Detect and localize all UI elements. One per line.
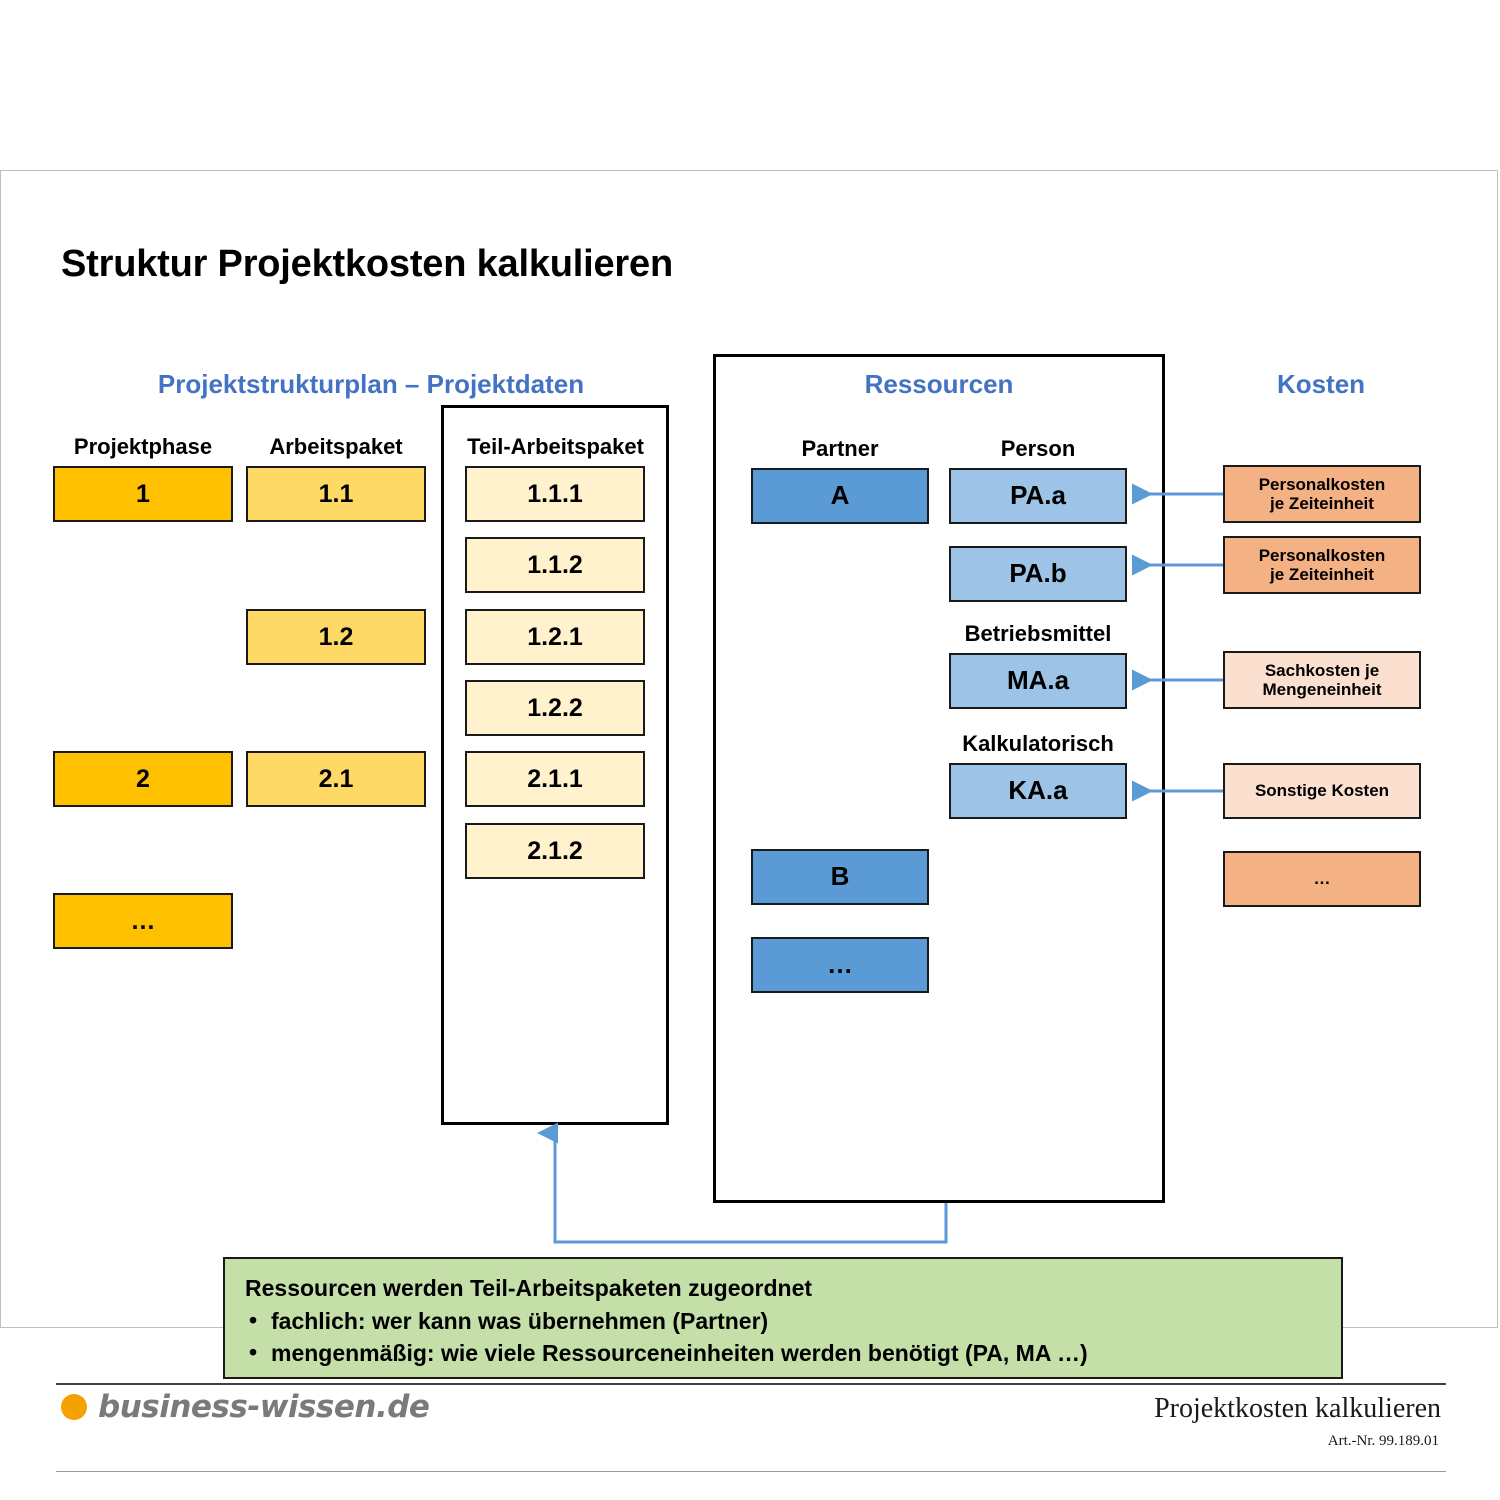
column-header-partner: Partner [801, 436, 879, 461]
kosten-line-1: Sachkosten je [1264, 660, 1380, 680]
note-box [223, 1257, 1343, 1379]
person-box[interactable]: PA.b [949, 546, 1127, 602]
column-header-betriebsmittel: Betriebsmittel [964, 621, 1112, 646]
kosten-line-2: Mengeneinheit [1262, 680, 1382, 699]
arbeitspaket-box[interactable]: 1.1 [246, 466, 426, 522]
section-heading-ressourcen: Ressourcen [864, 369, 1014, 399]
arbeitspaket-box[interactable]: 2.1 [246, 751, 426, 807]
note-bullet: • fachlich: wer kann was übernehmen (Partner) [271, 1308, 1323, 1335]
note-bullet: • mengenmäßig: wie viele Ressourceneinheiten werden benötigt (PA, MA …) [271, 1340, 1323, 1367]
projektphase-box[interactable]: … [53, 893, 233, 949]
partner-box[interactable]: B [751, 849, 929, 905]
kosten-line-2: je Zeiteinheit [1270, 565, 1374, 584]
kosten-box[interactable] [1223, 536, 1421, 594]
footer-doc-title: Projektkosten kalkulieren [1154, 1393, 1441, 1424]
teil-arbeitspaket-box[interactable]: 1.2.2 [465, 680, 645, 736]
arbeitspaket-box[interactable]: 1.2 [246, 609, 426, 665]
footer-bottom-rule [56, 1471, 1446, 1472]
brand-dot-icon [61, 1394, 87, 1420]
kosten-line-1: Personalkosten [1258, 545, 1386, 565]
teil-arbeitspaket-box[interactable]: 2.1.2 [465, 823, 645, 879]
footer-article-number: Art.-Nr. 99.189.01 [1327, 1433, 1439, 1449]
betriebsmittel-box[interactable]: MA.a [949, 653, 1127, 709]
column-header-person: Person [1000, 436, 1076, 461]
page-title: Struktur Projektkosten kalkulieren [61, 243, 673, 285]
kosten-box[interactable] [1223, 465, 1421, 523]
teil-arbeitspaket-box[interactable]: 1.2.1 [465, 609, 645, 665]
column-header-teil-arbeitspaket: Teil-Arbeitspaket [467, 434, 644, 459]
kalkulatorisch-box[interactable]: KA.a [949, 763, 1127, 819]
teil-arbeitspaket-box[interactable]: 1.1.1 [465, 466, 645, 522]
projektphase-box[interactable]: 1 [53, 466, 233, 522]
teil-arbeitspaket-box[interactable]: 2.1.1 [465, 751, 645, 807]
column-header-projektphase: Projektphase [73, 434, 213, 459]
projektphase-box[interactable]: 2 [53, 751, 233, 807]
note-bullet-list [245, 1308, 1323, 1367]
kosten-box[interactable]: Sonstige Kosten [1223, 763, 1421, 819]
person-box[interactable]: PA.a [949, 468, 1127, 524]
kosten-line-2: je Zeiteinheit [1270, 494, 1374, 513]
note-title: Ressourcen werden Teil-Arbeitspaketen zugeordnet [245, 1275, 813, 1301]
column-header-arbeitspaket: Arbeitspaket [269, 434, 403, 459]
kosten-box[interactable]: … [1223, 851, 1421, 907]
teil-arbeitspaket-box[interactable]: 1.1.2 [465, 537, 645, 593]
kosten-line-1: Personalkosten [1258, 474, 1386, 494]
partner-box[interactable]: … [751, 937, 929, 993]
section-heading-kosten: Kosten [1276, 369, 1366, 399]
brand-logo [61, 1389, 429, 1425]
partner-box[interactable]: A [751, 468, 929, 524]
column-header-kalkulatorisch: Kalkulatorisch [962, 731, 1114, 756]
section-heading-projektstrukturplan: Projektstrukturplan – Projektdaten [157, 369, 585, 399]
footer-top-rule [56, 1383, 1446, 1385]
brand-name: business-wissen.de [98, 1389, 430, 1425]
kosten-box[interactable] [1223, 651, 1421, 709]
slide-canvas [0, 170, 1498, 1449]
